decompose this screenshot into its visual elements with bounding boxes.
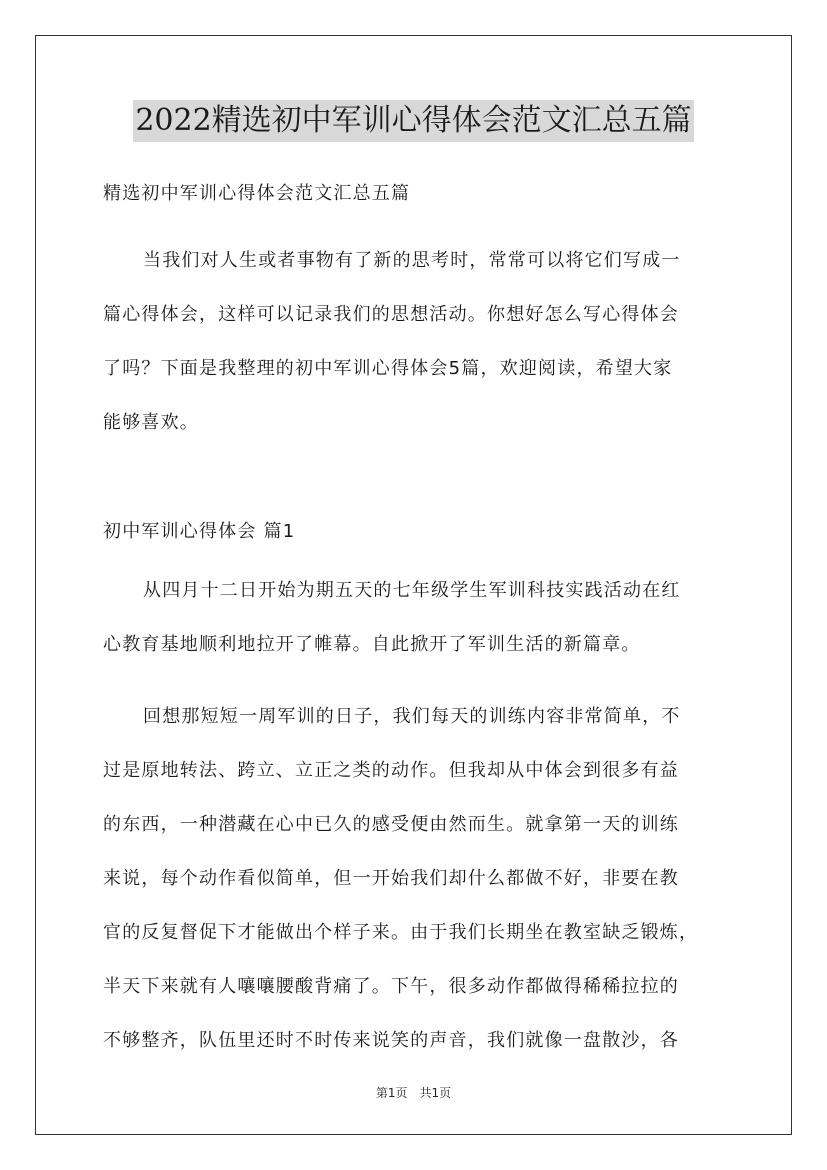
- paragraph-line: 不够整齐，队伍里还时不时传来说笑的声音，我们就像一盘散沙，各: [103, 1030, 679, 1051]
- section-heading: 初中军训心得体会 篇1: [103, 521, 296, 542]
- paragraph-line: 了吗？下面是我整理的初中军训心得体会5篇，欢迎阅读，希望大家: [103, 358, 673, 379]
- paragraph-line: 的东西，一种潜藏在心中已久的感受便由然而生。就拿第一天的训练: [103, 814, 679, 835]
- body-paragraph: [103, 564, 728, 672]
- paragraph-line: 半天下来就有人嚷嚷腰酸背痛了。下午，很多动作都做得稀稀拉拉的: [103, 976, 679, 997]
- paragraph-line: 过是原地转法、跨立、立正之类的动作。但我却从中体会到很多有益: [103, 760, 679, 781]
- paragraph-line: 回想那短短一周军训的日子，我们每天的训练内容非常简单，不: [143, 706, 681, 727]
- document-subtitle: 精选初中军训心得体会范文汇总五篇: [103, 183, 411, 204]
- paragraph-line: 心教育基地顺利地拉开了帷幕。自此掀开了军训生活的新篇章。: [103, 634, 641, 655]
- intro-paragraph: [103, 234, 728, 450]
- page-footer: [0, 1084, 827, 1101]
- paragraph-line: 从四月十二日开始为期五天的七年级学生军训科技实践活动在红: [143, 580, 681, 601]
- document-title: 2022精选初中军训心得体会范文汇总五篇: [133, 100, 693, 142]
- paragraph-line: 当我们对人生或者事物有了新的思考时，常常可以将它们写成一: [143, 250, 681, 271]
- page-number: 第1页: [375, 1086, 408, 1100]
- paragraph-line: 篇心得体会，这样可以记录我们的思想活动。你想好怎么写心得体会: [103, 304, 679, 325]
- body-paragraph: [103, 690, 728, 1068]
- page-total: 共1页: [419, 1086, 452, 1100]
- document-body: [103, 176, 728, 1086]
- paragraph-line: 能够喜欢。: [103, 412, 199, 433]
- title-container: [0, 100, 827, 142]
- paragraph-line: 来说，每个动作看似简单，但一开始我们却什么都做不好，非要在教: [103, 868, 679, 889]
- paragraph-line: 官的反复督促下才能做出个样子来。由于我们长期坐在教室缺乏锻炼，: [103, 922, 699, 943]
